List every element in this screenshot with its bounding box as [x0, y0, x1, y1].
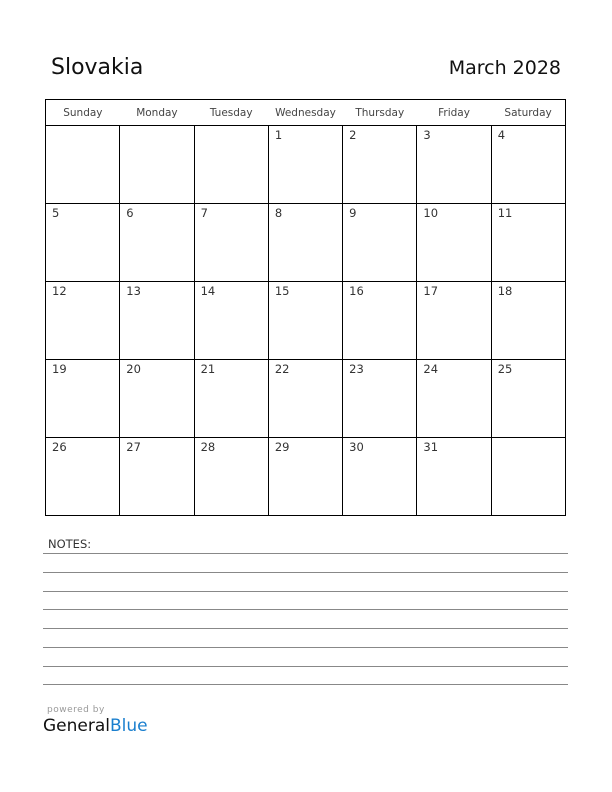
day-number: 17 — [423, 284, 439, 298]
day-cell[interactable] — [194, 360, 268, 438]
day-number: 5 — [52, 206, 60, 220]
day-number: 27 — [126, 440, 141, 454]
day-number: 16 — [349, 284, 364, 298]
day-cell[interactable] — [268, 360, 342, 438]
weekday-wednesday: Wednesday — [268, 100, 342, 126]
day-number: 21 — [200, 362, 216, 376]
day-cell[interactable] — [343, 282, 417, 360]
day-cell[interactable] — [343, 360, 417, 438]
day-number: 15 — [274, 284, 290, 298]
month-year-title: March 2028 — [448, 57, 561, 79]
day-number: 10 — [423, 206, 439, 220]
week-row — [46, 438, 566, 516]
day-cell[interactable] — [268, 282, 342, 360]
notes-label: NOTES: — [48, 537, 92, 551]
weekday-friday: Friday — [417, 100, 491, 126]
notes-line — [43, 684, 568, 685]
day-number: 30 — [349, 440, 364, 454]
day-cell[interactable] — [417, 126, 491, 204]
week-row — [46, 282, 566, 360]
day-number: 31 — [423, 440, 439, 454]
day-cell[interactable] — [120, 126, 194, 204]
day-cell[interactable] — [417, 438, 491, 516]
day-cell[interactable] — [194, 438, 268, 516]
day-cell[interactable] — [491, 360, 565, 438]
day-cell[interactable] — [491, 282, 565, 360]
day-cell[interactable] — [194, 282, 268, 360]
notes-line — [43, 628, 568, 629]
day-number: 6 — [126, 206, 134, 220]
day-number: 2 — [349, 128, 357, 142]
day-cell[interactable] — [46, 204, 120, 282]
day-cell[interactable] — [120, 438, 194, 516]
day-number: 12 — [52, 284, 67, 298]
calendar-grid — [45, 99, 566, 516]
day-cell[interactable] — [194, 126, 268, 204]
notes-line — [43, 609, 568, 610]
day-cell[interactable] — [120, 282, 194, 360]
week-row — [46, 204, 566, 282]
day-cell[interactable] — [268, 438, 342, 516]
notes-line — [43, 572, 568, 573]
day-number: 4 — [497, 128, 506, 142]
day-cell[interactable] — [491, 438, 565, 516]
day-cell[interactable] — [417, 204, 491, 282]
day-number: 7 — [200, 206, 208, 220]
day-number: 26 — [52, 440, 67, 454]
day-number: 9 — [349, 206, 357, 220]
notes-line — [43, 553, 568, 554]
day-cell[interactable] — [194, 204, 268, 282]
weekday-saturday: Saturday — [491, 100, 565, 126]
day-number: 25 — [497, 362, 513, 376]
day-cell[interactable] — [491, 126, 565, 204]
day-number: 19 — [52, 362, 67, 376]
day-cell[interactable] — [417, 282, 491, 360]
day-number: 23 — [349, 362, 364, 376]
day-cell[interactable] — [343, 126, 417, 204]
day-cell[interactable] — [46, 126, 120, 204]
day-cell[interactable] — [120, 204, 194, 282]
day-cell[interactable] — [491, 204, 565, 282]
notes-line — [43, 666, 568, 667]
generalblue-logo — [43, 716, 148, 736]
notes-line — [43, 647, 568, 648]
day-number: 24 — [423, 362, 439, 376]
weekday-monday: Monday — [120, 100, 194, 126]
day-cell[interactable] — [343, 438, 417, 516]
weekday-header-row — [46, 100, 566, 126]
day-number: 3 — [423, 128, 431, 142]
day-number: 1 — [274, 128, 283, 142]
day-number: 28 — [200, 440, 216, 454]
powered-by-text: powered by — [47, 705, 105, 715]
logo-blue: Blue — [110, 716, 148, 736]
country-title: Slovakia — [51, 55, 144, 80]
day-number: 11 — [497, 206, 513, 220]
day-cell[interactable] — [46, 438, 120, 516]
day-number: 22 — [274, 362, 290, 376]
day-number: 8 — [274, 206, 283, 220]
day-cell[interactable] — [46, 360, 120, 438]
day-cell[interactable] — [268, 204, 342, 282]
weekday-tuesday: Tuesday — [194, 100, 268, 126]
day-cell[interactable] — [268, 126, 342, 204]
day-number: 29 — [274, 440, 290, 454]
week-row — [46, 126, 566, 204]
logo-general: General — [43, 716, 110, 736]
day-cell[interactable] — [343, 204, 417, 282]
day-cell[interactable] — [120, 360, 194, 438]
day-number: 20 — [126, 362, 141, 376]
notes-line — [43, 591, 568, 592]
week-row — [46, 360, 566, 438]
day-number: 14 — [200, 284, 216, 298]
weekday-thursday: Thursday — [343, 100, 417, 126]
day-number: 18 — [497, 284, 513, 298]
day-number: 13 — [126, 284, 141, 298]
day-cell[interactable] — [417, 360, 491, 438]
weekday-sunday: Sunday — [46, 100, 120, 126]
day-cell[interactable] — [46, 282, 120, 360]
